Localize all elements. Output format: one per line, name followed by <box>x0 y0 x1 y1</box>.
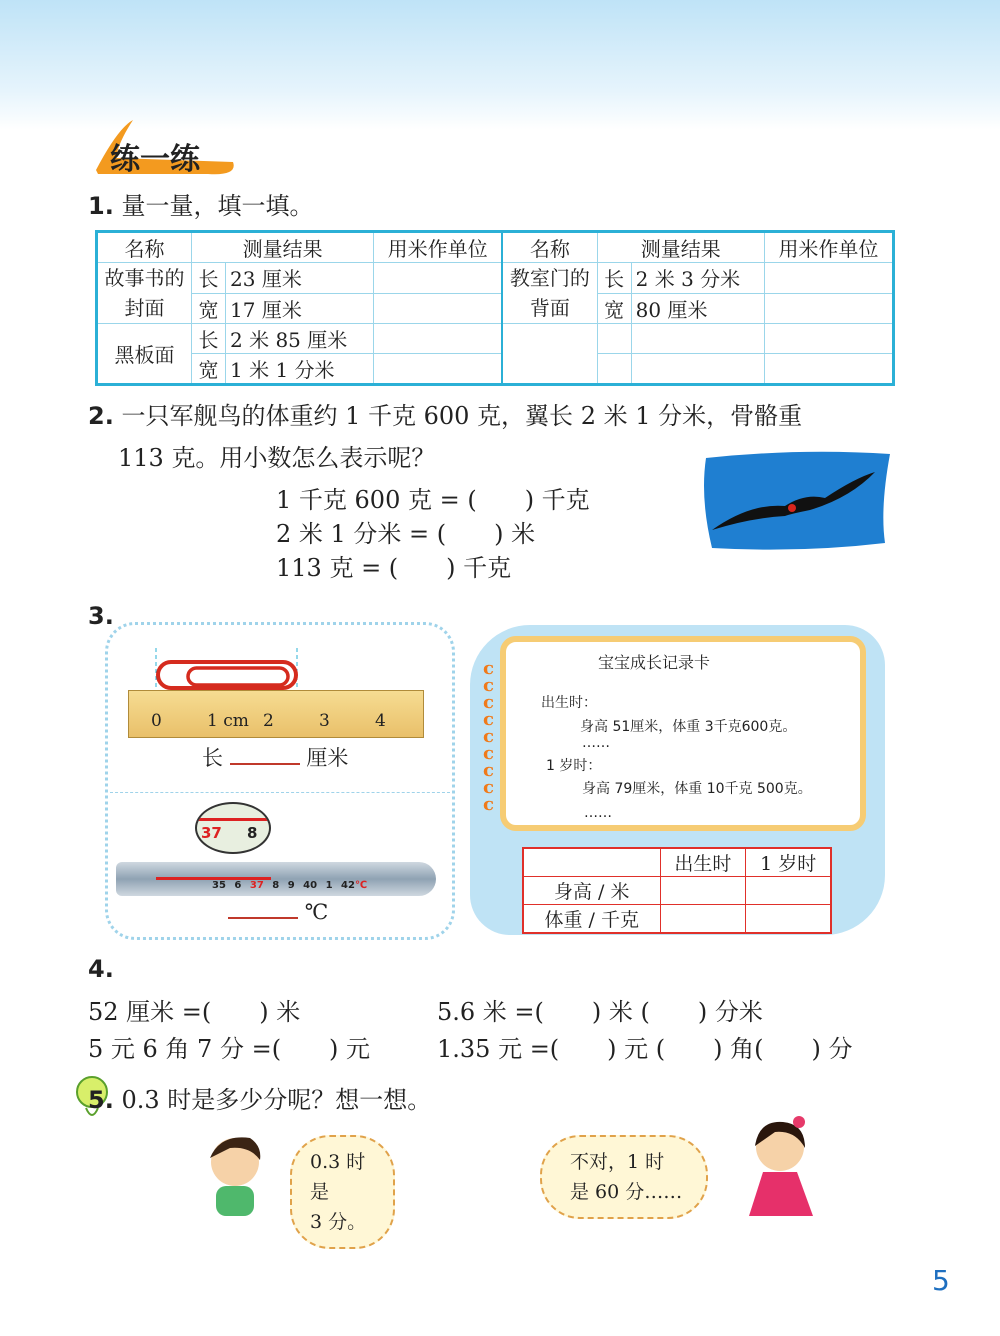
boy-illustration <box>200 1132 270 1222</box>
growth-table: 出生时 1 岁时 身高 / 米 体重 / 千克 <box>522 847 832 934</box>
answer-cell[interactable] <box>374 263 502 294</box>
answer-cell[interactable] <box>374 354 502 385</box>
q4-number: 4. <box>88 955 114 983</box>
paperclip-icon <box>150 648 310 693</box>
q4-item: 1.35 元 =( ) 元 ( ) 角( ) 分 <box>437 1035 853 1063</box>
length-answer: 长 厘米 <box>202 746 349 770</box>
birth-label: 出生时： <box>541 695 597 711</box>
year-label: 1 岁时： <box>546 758 602 774</box>
year-text: 身高 79厘米，体重 10千克 500克。 <box>582 781 812 797</box>
q2-eq: 113 克 = ( ) 千克 <box>276 554 512 582</box>
answer-cell[interactable] <box>764 293 893 324</box>
ruler: 0 1 cm 2 3 4 <box>128 690 424 738</box>
thermometer: 35 6 37 8 9 40 1 42℃ <box>116 862 436 896</box>
q5-prompt: 5. 0.3 时是多少分呢？想一想。 <box>88 1086 432 1114</box>
temp-answer: ℃ <box>228 900 328 924</box>
girl-speech-bubble: 不对，1 时 是 60 分…… <box>540 1135 708 1219</box>
answer-cell[interactable] <box>660 905 746 934</box>
measurement-table: 名称 测量结果 用米作单位 名称 测量结果 用米作单位 故事书的封面 长 23 厘米 教室门的背面 长 2 米 3 分米 宽 17 厘米 宽 80 厘米 黑板面 长 2 米 85 厘米 宽 1 米 1 分米 <box>95 230 895 386</box>
thermometer-magnifier: 37 8 <box>195 802 271 854</box>
spiral-binding-icon: c c c c c c c c c <box>483 658 494 815</box>
frigatebird-image <box>700 448 895 553</box>
q3-number: 3. <box>88 602 114 630</box>
answer-cell[interactable] <box>374 324 502 354</box>
answer-cell[interactable] <box>746 877 831 905</box>
q1-prompt: 1. 量一量，填一填。 <box>88 192 314 220</box>
q2-line2: 113 克。用小数怎么表示呢？ <box>118 444 436 472</box>
girl-illustration <box>735 1112 820 1222</box>
q4-item: 5.6 米 =( ) 米 ( ) 分米 <box>437 998 763 1026</box>
section-title: 练一练 <box>88 118 238 176</box>
q2-eq: 1 千克 600 克 = ( ) 千克 <box>276 486 590 514</box>
card-title: 宝宝成长记录卡 <box>598 653 711 672</box>
q4-item: 5 元 6 角 7 分 =( ) 元 <box>88 1035 371 1063</box>
divider <box>110 792 450 793</box>
length-blank[interactable] <box>230 763 300 765</box>
page-number: 5 <box>932 1264 950 1297</box>
birth-text: 身高 51厘米，体重 3千克600克。 <box>580 719 797 735</box>
answer-cell[interactable] <box>660 877 746 905</box>
sky-banner <box>0 0 1000 130</box>
answer-cell[interactable] <box>374 293 502 324</box>
boy-speech-bubble: 0.3 时是 3 分。 <box>290 1135 395 1249</box>
q2-eq: 2 米 1 分米 = ( ) 米 <box>276 520 536 548</box>
q2-line1: 2. 一只军舰鸟的体重约 1 千克 600 克，翼长 2 米 1 分米，骨骼重 <box>88 402 803 430</box>
answer-cell[interactable] <box>746 905 831 934</box>
answer-cell[interactable] <box>764 263 893 294</box>
ellipsis: …… <box>584 805 612 821</box>
q4-item: 52 厘米 =( ) 米 <box>88 998 301 1026</box>
temp-blank[interactable] <box>228 917 298 919</box>
ellipsis: …… <box>582 735 610 751</box>
